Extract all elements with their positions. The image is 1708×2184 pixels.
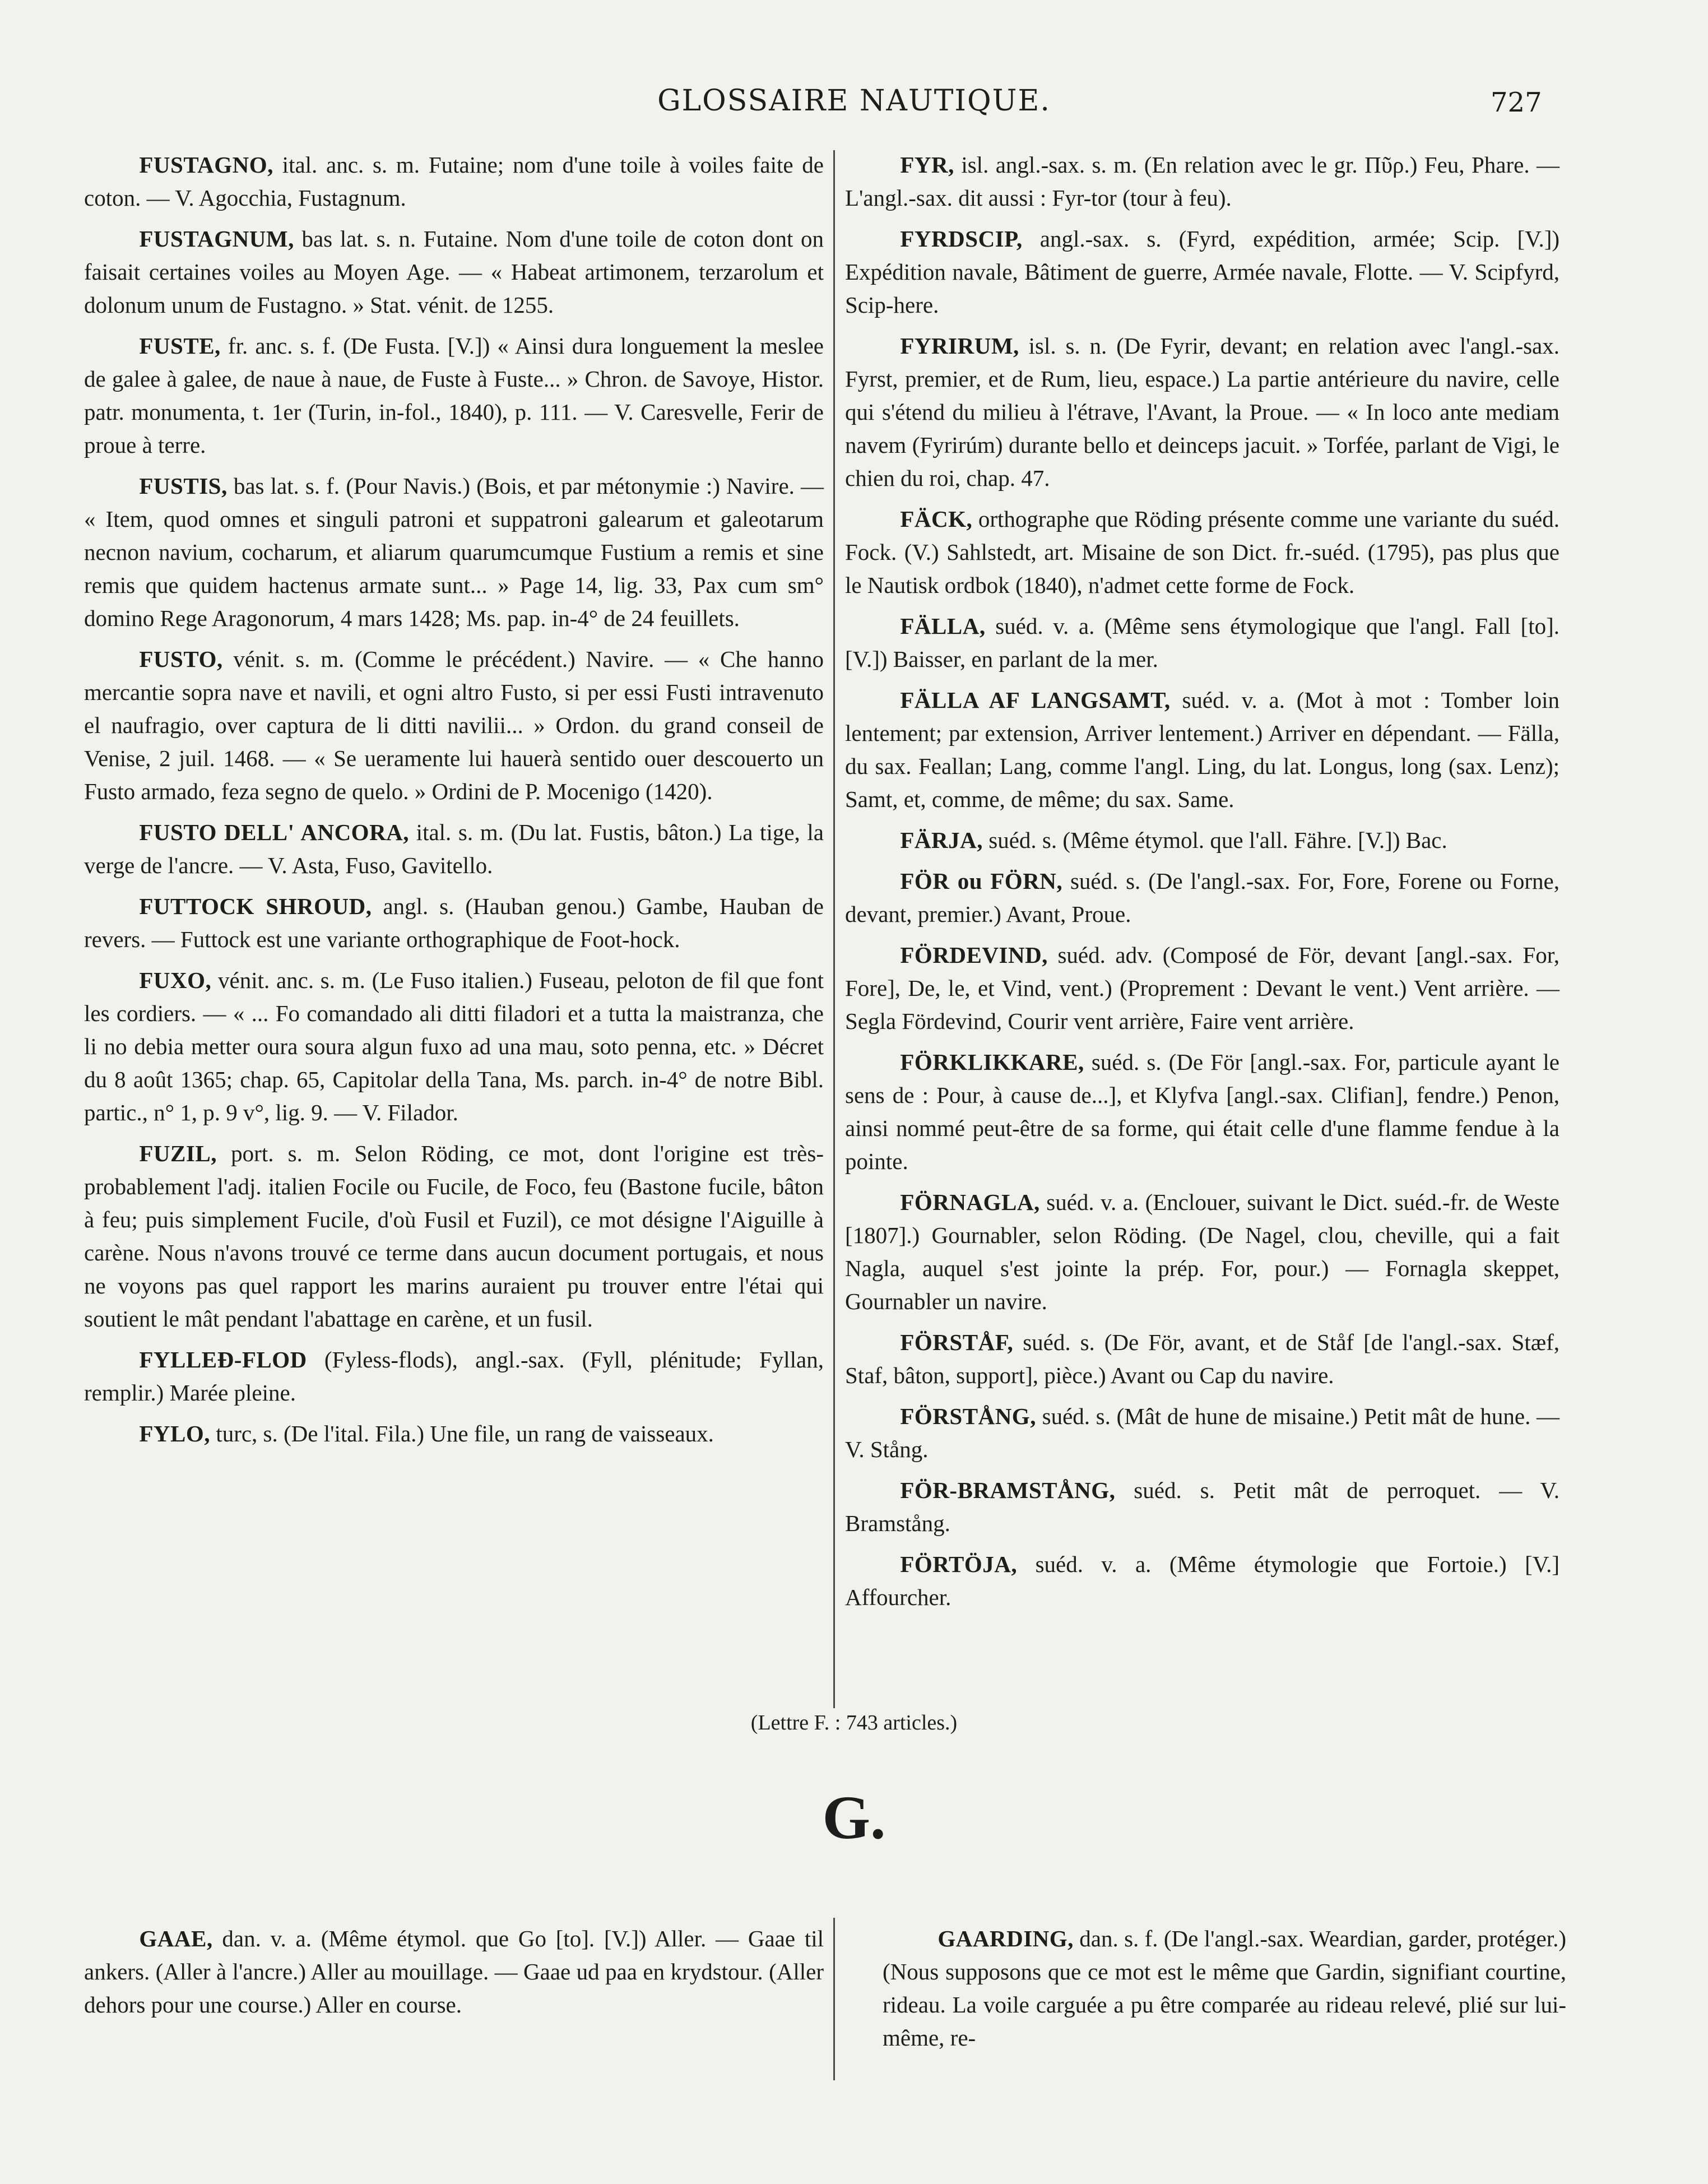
entry-definition: dan. v. a. (Même étymol. que Go [to]. [V.]) Aller. — Gaae til ankers. (Aller à l'ancre.) Aller au mouillage. — Gaae ud paa en krydstour. (Aller dehors pour une course.) Aller en course. (84, 1926, 824, 2018)
dictionary-entry (84, 1417, 824, 1450)
entry-headword: FUTTOCK SHROUD, (139, 893, 372, 919)
entry-definition: dan. s. f. (De l'angl.-sax. Weardian, garder, protéger.) (Nous supposons que ce mot est le même que Gardin, signifiant courtine, rideau. La voile carguée a pu être comparée au rideau relevé, plié sur lui-même, re- (883, 1926, 1567, 2051)
entry-definition: suéd. adv. (Composé de För, devant [angl.-sax. For, Fore], De, le, et Vind, vent.) (Proprement : Devant le vent.) Vent arrière. — Segla Fördevind, Courir vent arrière, Faire vent arrière. (845, 942, 1560, 1034)
entry-definition: ital. anc. s. m. Futaine; nom d'une toile à voiles faite de coton. — V. Agocchia, Fustagnum. (84, 152, 824, 211)
entry-definition: suéd. v. a. (Mot à mot : Tomber loin lentement; par extension, Arriver lentement.) Arriver en dépendant. — Fälla, du sax. Feallan; Lang, comme l'angl. Ling, du lat. Longus, long (sax. Lenz); Samt, et, comme, de même; du sax. Same. (845, 687, 1560, 812)
dictionary-entry (845, 503, 1560, 602)
entry-definition: fr. anc. s. f. (De Fusta. [V.]) « Ainsi dura longuement la meslee de galee à galee, de naue à naue, de Fuste à Fuste... » Chron. de Savoye, Histor. patr. monumenta, t. 1er (Turin, in-fol., 1840), p. 111. — V. Caresvelle, Ferir de proue à terre. (84, 333, 824, 458)
entry-headword: FUSTE, (139, 333, 221, 359)
entry-definition: suéd. s. (De l'angl.-sax. For, Fore, Forene ou Forne, devant, premier.) Avant, Proue. (845, 868, 1560, 927)
dictionary-entry (845, 1326, 1560, 1392)
dictionary-entry (84, 964, 824, 1129)
dictionary-entry (845, 1186, 1560, 1318)
dictionary-entry (84, 1922, 824, 2021)
entry-headword: FÖRNAGLA, (900, 1189, 1040, 1215)
entry-headword: FÄLLA, (900, 613, 986, 639)
entry-definition: vénit. s. m. (Comme le précédent.) Navire. — « Che hanno mercantie sopra nave et navili, et ogni altro Fusto, si per essi Fusti intravenuto el naufragio, over captura de li ditti navilii... » Ordon. du grand conseil de Venise, 2 juil. 1468. — « Se ueramente lui hauerà sentido ouer descouerto un Fusto armado, feza segno de quelo. » Ordini de P. Mocenigo (1420). (84, 646, 824, 804)
dictionary-entry (845, 684, 1560, 816)
entry-definition: bas lat. s. n. Futaine. Nom d'une toile de coton dont on faisait certaines voiles au Moyen Age. — « Habeat artimonem, terzarolum et dolonum unum de Fustagno. » Stat. vénit. de 1255. (84, 226, 824, 318)
dictionary-entry (84, 330, 824, 462)
entry-headword: FYLLEÐ-FLOD (139, 1347, 307, 1372)
entry-definition: suéd. s. (Même étymol. que l'all. Fähre. [V.]) Bac. (988, 827, 1447, 853)
dictionary-entry (845, 939, 1560, 1038)
entry-definition: angl.-sax. s. (Fyrd, expédition, armée; Scip. [V.]) Expédition navale, Bâtiment de guerre, Armée navale, Flotte. — V. Scipfyrd, Scip-here. (845, 226, 1560, 318)
entry-headword: FÄLLA AF LANGSAMT, (900, 687, 1171, 713)
entry-definition: isl. angl.-sax. s. m. (En relation avec le gr. Πῦρ.) Feu, Phare. — L'angl.-sax. dit aussi : Fyr-tor (tour à feu). (845, 152, 1560, 211)
entry-definition: ital. s. m. (Du lat. Fustis, bâton.) La tige, la verge de l'ancre. — V. Asta, Fuso, Gavitello. (84, 819, 824, 878)
dictionary-entry (845, 330, 1560, 495)
entry-definition: suéd. s. Petit mât de perroquet. — V. Bramstång. (845, 1477, 1560, 1536)
dictionary-entry (845, 1548, 1560, 1614)
entry-definition: suéd. v. a. (Enclouer, suivant le Dict. suéd.-fr. de Weste [1807].) Gournabler, selon Röding. (De Nagel, clou, cheville, qui a fait Nagla, auquel s'est jointe la prép. For, pour.) — Fornagla skeppet, Gournabler un navire. (845, 1189, 1560, 1314)
entry-headword: FUSTO, (139, 646, 223, 672)
dictionary-entry (84, 890, 824, 956)
dictionary-entry (84, 1343, 824, 1409)
dictionary-entry (845, 865, 1560, 931)
right-column (845, 149, 1560, 1622)
running-head: GLOSSAIRE NAUTIQUE. (657, 84, 1051, 118)
entry-headword: FUSTIS, (139, 473, 228, 499)
entry-headword: FUXO, (139, 967, 212, 993)
entry-headword: FYR, (900, 152, 954, 178)
entry-definition: suéd. v. a. (Même sens étymologique que l'angl. Fall [to]. [V.]) Baisser, en parlant de la mer. (845, 613, 1560, 672)
dictionary-entry (84, 643, 824, 808)
section-count-note: (Lettre F. : 743 articles.) (750, 1711, 958, 1735)
entry-headword: FÄRJA, (900, 827, 983, 853)
dictionary-entry (845, 1400, 1560, 1466)
g-right-column (883, 1922, 1566, 2062)
dictionary-entry (84, 470, 824, 635)
entry-definition: turc, s. (De l'ital. Fila.) Une file, un rang de vaisseaux. (216, 1421, 714, 1446)
column-divider (833, 150, 835, 1708)
entry-headword: FUSTAGNUM, (139, 226, 294, 252)
entry-definition: vénit. anc. s. m. (Le Fuso italien.) Fuseau, peloton de fil que font les cordiers. — « ... Fo comandado ali ditti filadori et a tutta la maistranza, che li no debia metter oura soura algun fuxo ad una mau, soto penna, etc. » Décret du 8 août 1365; chap. 65, Capitolar della Tana, Ms. parch. in-4° de notre Bibl. partic., n° 1, p. 9 v°, lig. 9. — V. Filador. (84, 967, 824, 1125)
dictionary-entry (845, 824, 1560, 857)
g-left-column (84, 1922, 824, 2029)
entry-headword: GAARDING, (937, 1926, 1074, 1951)
entry-headword: FÖRTÖJA, (900, 1551, 1018, 1577)
entry-headword: FÖR ou FÖRN, (900, 868, 1063, 894)
entry-definition: suéd. s. (Mât de hune de misaine.) Petit mât de hune. — V. Stång. (845, 1403, 1560, 1462)
entry-definition: bas lat. s. f. (Pour Navis.) (Bois, et par métonymie :) Navire. — « Item, quod omnes et singuli patroni et suppatroni galearum et galeotarum necnon navium, cocharum, et aliarum quarumcumque Fustium a remis et sine remis que quidem hactenus armate sunt... » Page 14, lig. 33, Pax cum sm° domino Rege Aragonorum, 4 mars 1428; Ms. pap. in-4° de 24 feuillets. (84, 473, 824, 631)
dictionary-entry (84, 816, 824, 882)
column-divider (833, 1918, 835, 2080)
dictionary-entry (84, 149, 824, 215)
entry-headword: FÖR-BRAMSTÅNG, (900, 1477, 1116, 1503)
entry-headword: FYRIRUM, (900, 333, 1019, 359)
entry-headword: GAAE, (139, 1926, 213, 1951)
entry-headword: FÖRSTÅNG, (900, 1403, 1036, 1429)
dictionary-entry (845, 149, 1560, 215)
dictionary-entry (845, 610, 1560, 676)
entry-headword: FÖRKLIKKARE, (900, 1049, 1084, 1075)
entry-headword: FÄCK, (900, 506, 973, 532)
entry-headword: FUZIL, (139, 1140, 217, 1166)
entry-headword: FYLO, (139, 1421, 211, 1446)
entry-headword: FÖRDEVIND, (900, 942, 1048, 968)
left-column (84, 149, 824, 1458)
section-letter: G. (822, 1783, 886, 1852)
entry-definition: port. s. m. Selon Röding, ce mot, dont l'origine est très-probablement l'adj. italien Focile ou Fucile, de Foco, feu (Bastone fucile, bâton à feu; puis simplement Fucile, d'où Fusil et Fuzil), ce mot désigne l'Aiguille à carène. Nous n'avons trouvé ce terme dans aucun document portugais, et nous ne voyons pas quel rapport les marins auraient pu trouver entre l'étai qui soutient le mât pendant l'abattage en carène, et un fusil. (84, 1140, 824, 1332)
entry-headword: FÖRSTÅF, (900, 1329, 1014, 1355)
entry-headword: FYRDSCIP, (900, 226, 1023, 252)
dictionary-entry (883, 1922, 1566, 2055)
entry-definition: angl. s. (Hauban genou.) Gambe, Hauban de revers. — Futtock est une variante orthographique de Foot-hock. (84, 893, 824, 952)
dictionary-entry (845, 1474, 1560, 1540)
entry-headword: FUSTAGNO, (139, 152, 273, 178)
entry-definition: isl. s. n. (De Fyrir, devant; en relation avec l'angl.-sax. Fyrst, premier, et de Rum, lieu, espace.) La partie antérieure du navire, celle qui s'étend du milieu à l'étrave, l'Avant, la Proue. — « In loco ante mediam navem (Fyrirúm) durante bello et deinceps jacuit. » Torfée, parlant de Vigi, le chien du roi, chap. 47. (845, 333, 1560, 491)
dictionary-entry (84, 222, 824, 322)
entry-definition: suéd. s. (De För [angl.-sax. For, particule ayant le sens de : Pour, à cause de...], et Klyfva [angl.-sax. Clifian], fendre.) Penon, ainsi nommé peut-être de sa forme, qui était celle d'une flamme fendue à la pointe. (845, 1049, 1560, 1174)
dictionary-entry (84, 1137, 824, 1336)
dictionary-entry (845, 1046, 1560, 1178)
dictionary-entry (845, 222, 1560, 322)
entry-definition: suéd. s. (De För, avant, et de Ståf [de l'angl.-sax. Stæf, Staf, bâton, support], pièce.) Avant ou Cap du navire. (845, 1329, 1560, 1388)
entry-definition: suéd. v. a. (Même étymologie que Fortoie.) [V.] Affourcher. (845, 1551, 1560, 1610)
entry-definition: (Fyless-flods), angl.-sax. (Fyll, plénitude; Fyllan, remplir.) Marée pleine. (84, 1347, 824, 1406)
entry-definition: orthographe que Röding présente comme une variante du suéd. Fock. (V.) Sahlstedt, art. Misaine de son Dict. fr.-suéd. (1795), pas plus que le Nautisk ordbok (1840), n'admet cette forme de Fock. (845, 506, 1560, 598)
entry-headword: FUSTO DELL' ANCORA, (139, 819, 410, 845)
page-number: 727 (1491, 87, 1542, 118)
